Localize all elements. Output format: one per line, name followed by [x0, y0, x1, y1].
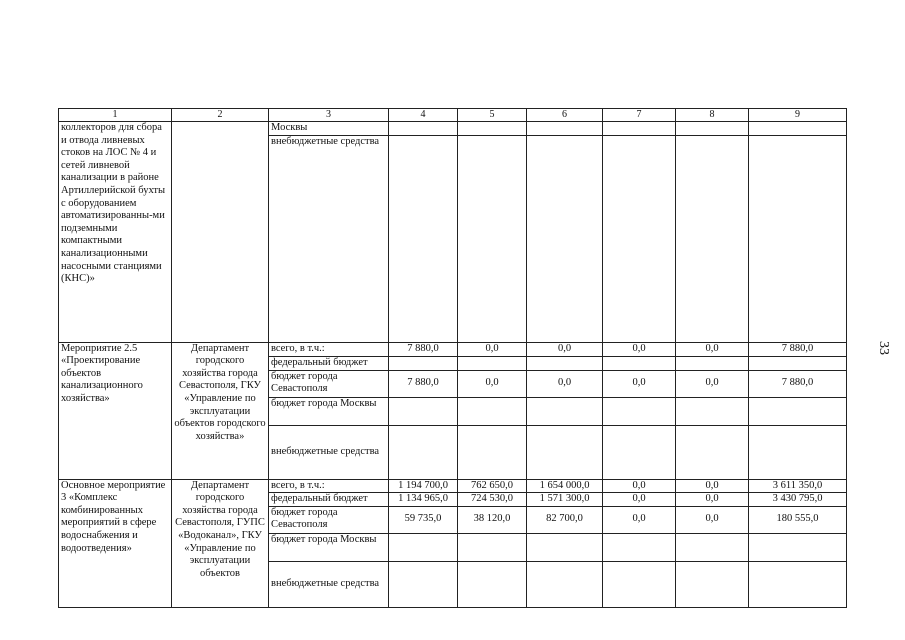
value-cell: 1 571 300,0 — [527, 493, 603, 507]
budget-table — [58, 108, 847, 608]
funding-source-cell: бюджет города Москвы — [269, 533, 389, 561]
measure-name-cell: коллекторов для сбора и отвода ливневых стоков на ЛОС № 4 и сетей ливневой канализации в районе Артиллерийской бухты с оборудованием автоматизированны-ми подземными компактными канализационными насосными станциями (КНС)» — [59, 122, 172, 343]
value-cell — [527, 425, 603, 479]
header-cell: 7 — [603, 109, 676, 122]
value-cell — [676, 356, 749, 370]
value-cell: 0,0 — [603, 493, 676, 507]
value-cell — [527, 135, 603, 342]
value-cell: 0,0 — [676, 370, 749, 397]
value-cell — [749, 122, 847, 136]
value-cell: 7 880,0 — [749, 342, 847, 356]
value-cell: 0,0 — [676, 493, 749, 507]
value-cell — [676, 122, 749, 136]
value-cell — [603, 425, 676, 479]
value-cell: 724 530,0 — [458, 493, 527, 507]
header-cell: 4 — [389, 109, 458, 122]
value-cell: 1 654 000,0 — [527, 479, 603, 493]
header-cell: 5 — [458, 109, 527, 122]
value-cell — [603, 397, 676, 425]
header-row — [59, 109, 847, 122]
value-cell: 0,0 — [603, 506, 676, 533]
value-cell: 762 650,0 — [458, 479, 527, 493]
value-cell: 0,0 — [603, 370, 676, 397]
value-cell — [458, 122, 527, 136]
value-cell — [389, 425, 458, 479]
executor-cell: Департамент городского хозяйства города Севастополя, ГУПС «Водоканал», ГКУ «Управление по эксплуатации объектов — [172, 479, 269, 607]
value-cell: 0,0 — [676, 479, 749, 493]
value-cell — [389, 122, 458, 136]
value-cell: 0,0 — [527, 342, 603, 356]
value-cell: 0,0 — [603, 342, 676, 356]
value-cell — [527, 561, 603, 607]
value-cell: 3 430 795,0 — [749, 493, 847, 507]
value-cell: 59 735,0 — [389, 506, 458, 533]
funding-source-cell: федеральный бюджет — [269, 493, 389, 507]
value-cell: 180 555,0 — [749, 506, 847, 533]
value-cell — [458, 533, 527, 561]
header-cell: 6 — [527, 109, 603, 122]
value-cell — [603, 561, 676, 607]
measure-name-cell: Мероприятие 2.5 «Проектирование объектов канализационного хозяйства» — [59, 342, 172, 479]
value-cell — [749, 561, 847, 607]
value-cell — [458, 425, 527, 479]
value-cell: 0,0 — [527, 370, 603, 397]
value-cell — [603, 122, 676, 136]
value-cell — [676, 397, 749, 425]
value-cell: 1 194 700,0 — [389, 479, 458, 493]
value-cell — [603, 135, 676, 342]
value-cell — [527, 533, 603, 561]
value-cell — [676, 425, 749, 479]
value-cell: 3 611 350,0 — [749, 479, 847, 493]
value-cell: 7 880,0 — [389, 370, 458, 397]
value-cell — [749, 533, 847, 561]
value-cell: 82 700,0 — [527, 506, 603, 533]
header-cell: 2 — [172, 109, 269, 122]
value-cell — [389, 397, 458, 425]
value-cell: 0,0 — [676, 506, 749, 533]
value-cell — [676, 135, 749, 342]
executor-cell — [172, 122, 269, 343]
value-cell — [389, 356, 458, 370]
header-cell: 9 — [749, 109, 847, 122]
value-cell — [603, 356, 676, 370]
funding-source-cell: федеральный бюджет — [269, 356, 389, 370]
value-cell — [749, 425, 847, 479]
value-cell — [458, 356, 527, 370]
value-cell — [749, 135, 847, 342]
header-cell: 1 — [59, 109, 172, 122]
value-cell — [389, 135, 458, 342]
value-cell — [603, 533, 676, 561]
table-row — [59, 479, 847, 493]
value-cell — [676, 561, 749, 607]
table-row — [59, 342, 847, 356]
value-cell — [749, 397, 847, 425]
value-cell: 1 134 965,0 — [389, 493, 458, 507]
measure-name-cell: Основное мероприятие 3 «Комплекс комбинированных мероприятий в сфере водоснабжения и водоотведения» — [59, 479, 172, 607]
table-row — [59, 122, 847, 136]
value-cell — [458, 397, 527, 425]
funding-source-cell: бюджет города Севастополя — [269, 370, 389, 397]
funding-source-cell: бюджет города Москвы — [269, 397, 389, 425]
value-cell — [527, 356, 603, 370]
value-cell — [676, 533, 749, 561]
funding-source-cell: внебюджетные средства — [269, 135, 389, 342]
value-cell: 7 880,0 — [749, 370, 847, 397]
funding-source-cell: всего, в т.ч.: — [269, 479, 389, 493]
executor-cell: Департамент городского хозяйства города Севастополя, ГКУ «Управление по эксплуатации объектов городского хозяйства» — [172, 342, 269, 479]
value-cell — [458, 135, 527, 342]
value-cell — [527, 397, 603, 425]
value-cell: 0,0 — [676, 342, 749, 356]
funding-source-cell: всего, в т.ч.: — [269, 342, 389, 356]
value-cell — [389, 561, 458, 607]
page-number: 33 — [876, 341, 891, 355]
value-cell — [527, 122, 603, 136]
header-cell: 3 — [269, 109, 389, 122]
value-cell — [458, 561, 527, 607]
value-cell: 0,0 — [603, 479, 676, 493]
funding-source-cell: внебюджетные средства — [269, 561, 389, 607]
value-cell: 0,0 — [458, 370, 527, 397]
header-cell: 8 — [676, 109, 749, 122]
value-cell: 38 120,0 — [458, 506, 527, 533]
funding-source-cell: Москвы — [269, 122, 389, 136]
funding-source-cell: бюджет города Севастополя — [269, 506, 389, 533]
value-cell — [389, 533, 458, 561]
value-cell: 0,0 — [458, 342, 527, 356]
value-cell: 7 880,0 — [389, 342, 458, 356]
funding-source-cell: внебюджетные средства — [269, 425, 389, 479]
value-cell — [749, 356, 847, 370]
